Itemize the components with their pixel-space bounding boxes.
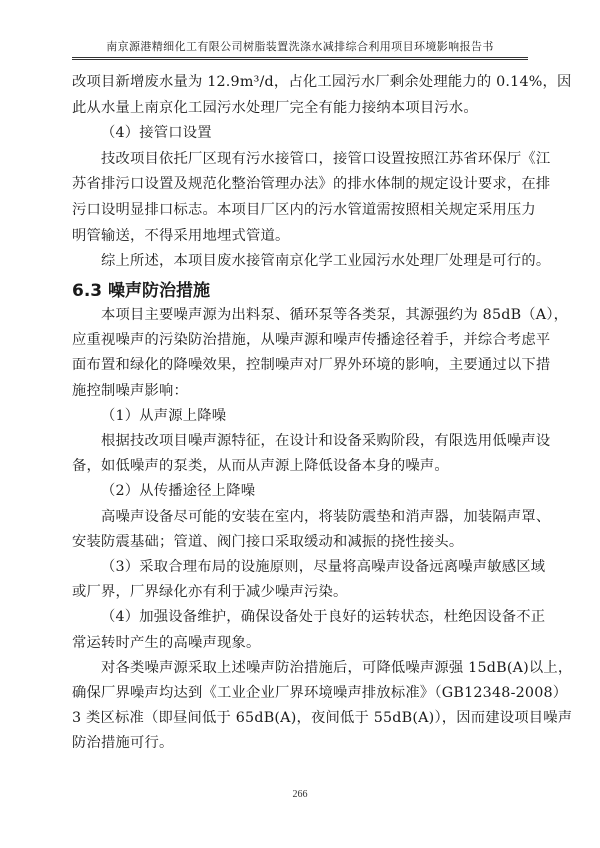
header-divider-secondary	[72, 59, 528, 60]
wastewater-paragraph-line: 此从水量上南京化工园污水处理厂完全有能力接纳本项目污水。	[72, 99, 478, 116]
noise-paragraph-line: （2）从传播途径上降噪	[101, 483, 256, 500]
noise-paragraph-line: 高噪声设备尽可能的安装在室内，将装防震垫和消声器，加装隔声罩、	[101, 508, 551, 525]
wastewater-paragraph-line: 改项目新增废水量为 12.9m³/d，占化工园污水厂剩余处理能力的 0.14%，因	[72, 74, 572, 90]
noise-paragraph-line: 防治措施可行。	[72, 735, 174, 752]
noise-paragraph-line: 备，如低噪声的泵类，从而从声源上降低设备本身的噪声。	[72, 458, 449, 475]
section-heading-noise: 6.3 噪声防治措施	[72, 281, 211, 301]
noise-paragraph-line: 安装防震基础；管道、阀门接口采取缓动和减振的挠性接头。	[72, 533, 464, 550]
noise-paragraph-line: 根据技改项目噪声源特征，在设计和设备采购阶段，有限选用低噪声设	[101, 433, 551, 449]
wastewater-paragraph-line: 明管输送，不得采用地埋式管道。	[72, 227, 290, 244]
noise-paragraph-line: 应重视噪声的污染防治措施，从噪声源和噪声传播途径着手，并综合考虑平	[72, 332, 551, 349]
noise-paragraph-line: （4）加强设备维护，确保设备处于良好的运转状态，杜绝因设备不正	[101, 609, 546, 626]
wastewater-paragraph-line: 苏省排污口设置及规范化整治管理办法》的排水体制的规定设计要求，在排	[72, 176, 551, 193]
wastewater-paragraph-line: 技改项目依托厂区现有污水接管口，接管口设置按照江苏省环保厅《江	[101, 150, 551, 167]
noise-paragraph-line: （1）从声源上降噪	[101, 407, 227, 424]
noise-paragraph-line: 本项目主要噪声源为出料泵、循环泵等各类泵，其源强约为 85dB（A），	[101, 307, 569, 323]
wastewater-paragraph-line: （4）接管口设置	[101, 125, 212, 142]
document-header: 南京源港精细化工有限公司树脂装置洗涤水减排综合利用项目环境影响报告书	[106, 40, 494, 53]
header-divider	[72, 57, 528, 58]
page-number: 266	[292, 789, 308, 800]
noise-paragraph-line: 对各类噪声源采取上述噪声防治措施后，可降低噪声源强 15dB(A)以上，	[101, 659, 573, 676]
noise-paragraph-line: 常运转时产生的高噪声现象。	[72, 634, 261, 651]
noise-paragraph-line: 面布置和绿化的降噪效果，控制噪声对厂界外环境的影响，主要通过以下措	[72, 357, 551, 374]
noise-paragraph-line: 确保厂界噪声均达到《工业企业厂界环境噪声排放标准》（GB12348-2008）	[72, 685, 568, 701]
wastewater-paragraph-line: 综上所述，本项目废水接管南京化学工业园污水处理厂处理是可行的。	[101, 253, 551, 270]
noise-paragraph-line: 施控制噪声影响：	[72, 382, 188, 399]
noise-paragraph-line: （3）采取合理布局的设施原则，尽量将高噪声设备远离噪声敏感区域	[101, 559, 546, 575]
noise-paragraph-line: 3 类区标准（即昼间低于 65dB(A)，夜间低于 55dB(A)），因而建设项目噪声	[72, 710, 573, 727]
wastewater-paragraph-line: 污口设明显排口标志。本项目厂区内的污水管道需按照相关规定采用压力	[72, 202, 536, 218]
noise-paragraph-line: 或厂界，厂界绿化亦有利于减少噪声污染。	[72, 584, 348, 601]
